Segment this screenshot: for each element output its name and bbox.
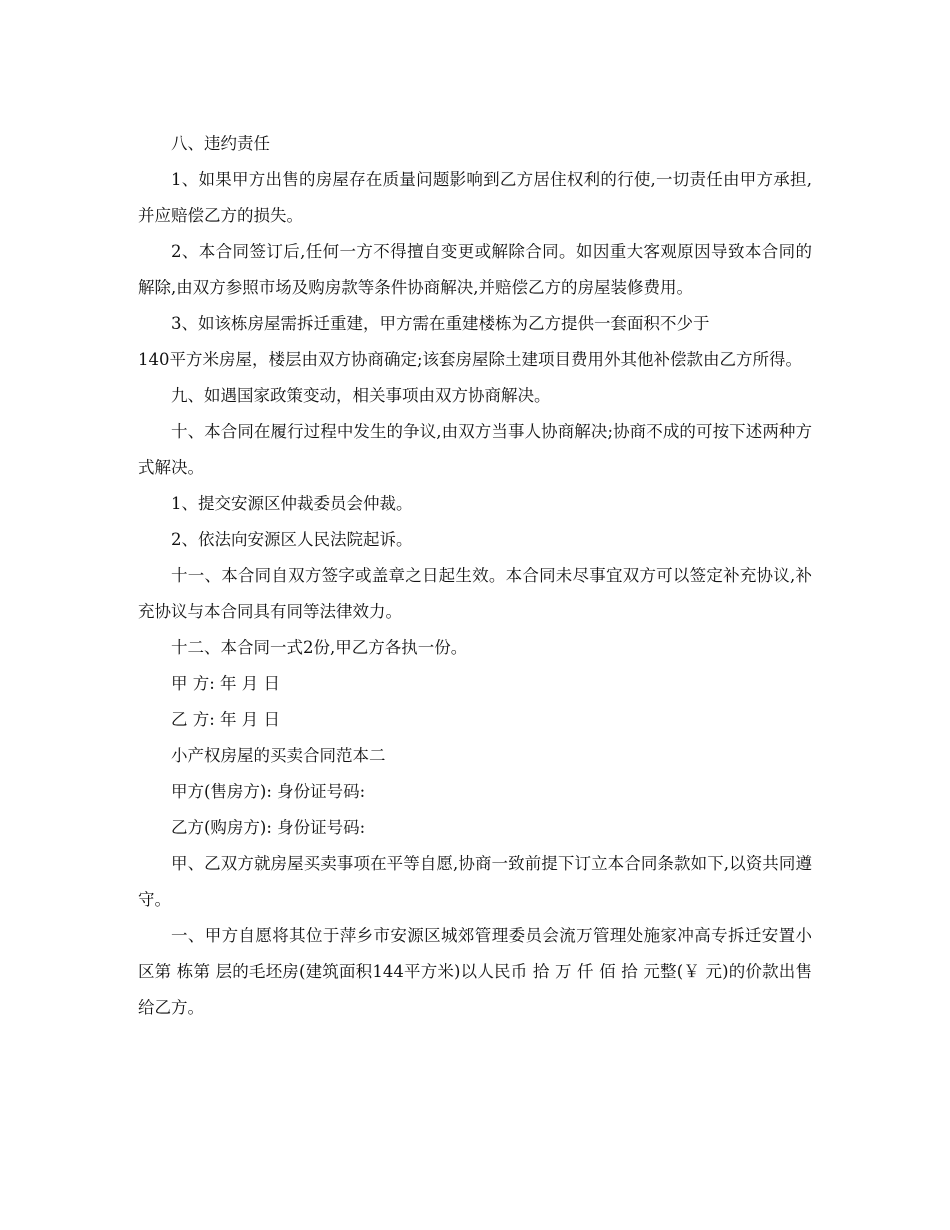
party-a-info-line: 甲方(售房方): 身份证号码: xyxy=(171,782,366,801)
clause-paragraph: 九、如遇国家政策变动，相关事项由双方协商解决。 xyxy=(171,386,551,405)
signature-line-party-a: 甲 方: 年 月 日 xyxy=(171,674,281,693)
clause-paragraph: 1、提交安源区仲裁委员会仲裁。 xyxy=(171,494,413,513)
clause-paragraph: 一、甲方自愿将其位于萍乡市安源区城郊管理委员会流万管理处施家冲高专拆迁安置小区第 栋第 层的毛坯房(建筑面积144平方米)以人民币 拾 万 仟 佰 拾 元整(￥ 元)的价款出售给乙方。 xyxy=(138,926,812,1017)
clause-paragraph: 2、依法向安源区人民法院起诉。 xyxy=(171,530,413,549)
document-title-template-two: 小产权房屋的买卖合同范本二 xyxy=(171,746,386,765)
clause-paragraph-continued: 140平方米房屋，楼层由双方协商确定;该套房屋除土建项目费用外其他补偿款由乙方所得。 xyxy=(138,350,803,369)
clause-paragraph: 3、如该栋房屋需拆迁重建，甲方需在重建楼栋为乙方提供一套面积不少于 xyxy=(171,314,710,333)
clause-paragraph: 2、本合同签订后,任何一方不得擅自变更或解除合同。如因重大客观原因导致本合同的解除,由双方参照市场及购房款等条件协商解决,并赔偿乙方的房屋装修费用。 xyxy=(138,242,812,297)
clause-paragraph: 十、本合同在履行过程中发生的争议,由双方当事人协商解决;协商不成的可按下述两种方式解决。 xyxy=(138,422,812,477)
document-body xyxy=(138,126,812,1026)
clause-paragraph: 十一、本合同自双方签字或盖章之日起生效。本合同未尽事宜双方可以签定补充协议,补充协议与本合同具有同等法律效力。 xyxy=(138,566,812,621)
clause-paragraph: 甲、乙双方就房屋买卖事项在平等自愿,协商一致前提下订立本合同条款如下,以资共同遵守。 xyxy=(138,854,812,909)
signature-line-party-b: 乙 方: 年 月 日 xyxy=(171,710,281,729)
clause-paragraph: 十二、本合同一式2份,甲乙方各执一份。 xyxy=(171,638,468,657)
section-heading-breach-liability: 八、违约责任 xyxy=(171,134,270,153)
clause-paragraph: 1、如果甲方出售的房屋存在质量问题影响到乙方居住权利的行使,一切责任由甲方承担,并应赔偿乙方的损失。 xyxy=(138,170,812,225)
party-b-info-line: 乙方(购房方): 身份证号码: xyxy=(171,818,366,837)
